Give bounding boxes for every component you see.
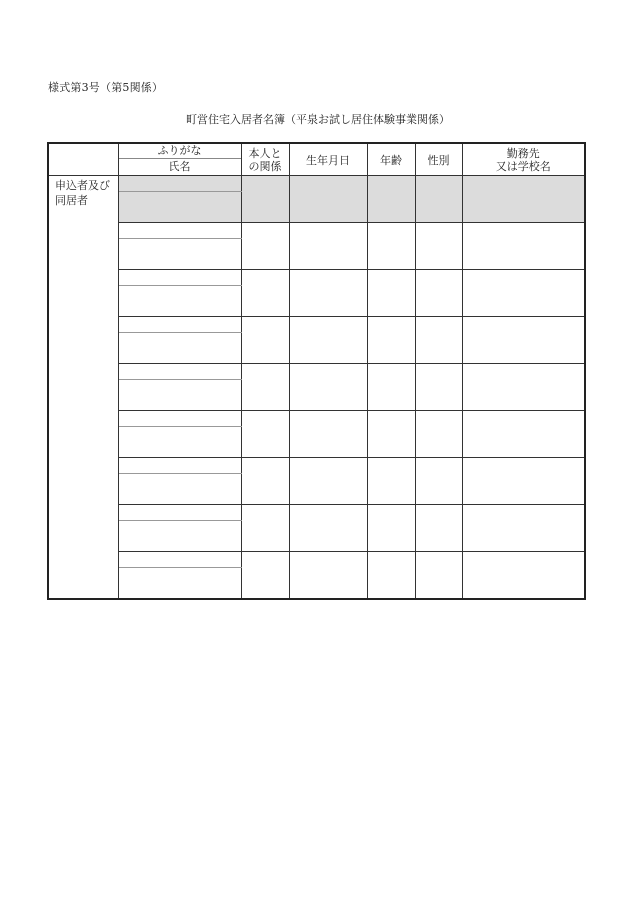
header-name-column (118, 143, 241, 176)
furigana-field[interactable] (118, 364, 241, 380)
name-field[interactable] (118, 427, 241, 458)
header-age: 年齢 (367, 143, 415, 176)
header-birthdate: 生年月日 (289, 143, 367, 176)
gender-field[interactable] (415, 223, 462, 270)
birthdate-field[interactable] (289, 223, 367, 270)
furigana-field[interactable] (118, 270, 241, 286)
header-relation-line1: 本人と (248, 146, 282, 160)
furigana-field[interactable] (118, 176, 241, 192)
birthdate-field[interactable] (289, 458, 367, 505)
name-field[interactable] (118, 568, 241, 600)
form-number: 様式第3号（第5関係） (48, 81, 164, 94)
name-field[interactable] (118, 192, 241, 223)
roster-body (48, 176, 585, 600)
header-blank (48, 143, 118, 176)
name-field[interactable] (118, 474, 241, 505)
header-relation-line2: の関係 (248, 159, 282, 173)
birthdate-field[interactable] (289, 552, 367, 600)
resident-roster-table (47, 142, 586, 600)
table-row (48, 411, 585, 427)
relation-field[interactable] (241, 270, 289, 317)
gender-field[interactable] (415, 411, 462, 458)
workplace-field[interactable] (462, 223, 585, 270)
age-field[interactable] (367, 505, 415, 552)
row-label-line1: 申込者及び (55, 179, 110, 192)
gender-field[interactable] (415, 317, 462, 364)
header-relation (241, 143, 289, 176)
relation-field[interactable] (241, 176, 289, 223)
header-workplace (462, 143, 585, 176)
furigana-field[interactable] (118, 458, 241, 474)
furigana-field[interactable] (118, 505, 241, 521)
table-row (48, 458, 585, 474)
birthdate-field[interactable] (289, 505, 367, 552)
table-row (48, 176, 585, 192)
name-field[interactable] (118, 380, 241, 411)
age-field[interactable] (367, 552, 415, 600)
name-field[interactable] (118, 521, 241, 552)
workplace-field[interactable] (462, 270, 585, 317)
relation-field[interactable] (241, 364, 289, 411)
birthdate-field[interactable] (289, 270, 367, 317)
relation-field[interactable] (241, 317, 289, 364)
workplace-field[interactable] (462, 411, 585, 458)
table-row (48, 223, 585, 239)
birthdate-field[interactable] (289, 176, 367, 223)
header-row (48, 143, 585, 176)
relation-field[interactable] (241, 411, 289, 458)
workplace-field[interactable] (462, 552, 585, 600)
table-row (48, 505, 585, 521)
workplace-field[interactable] (462, 458, 585, 505)
relation-field[interactable] (241, 458, 289, 505)
age-field[interactable] (367, 317, 415, 364)
age-field[interactable] (367, 176, 415, 223)
furigana-field[interactable] (118, 411, 241, 427)
birthdate-field[interactable] (289, 317, 367, 364)
birthdate-field[interactable] (289, 364, 367, 411)
workplace-field[interactable] (462, 505, 585, 552)
name-field[interactable] (118, 333, 241, 364)
gender-field[interactable] (415, 505, 462, 552)
table-row (48, 270, 585, 286)
age-field[interactable] (367, 223, 415, 270)
table-row (48, 552, 585, 568)
header-workplace-line1: 勤務先 (506, 146, 540, 160)
header-workplace-line2: 又は学校名 (495, 159, 551, 173)
table-row (48, 317, 585, 333)
workplace-field[interactable] (462, 364, 585, 411)
header-furigana: ふりがな (119, 144, 241, 159)
header-name: 氏名 (168, 160, 191, 173)
workplace-field[interactable] (462, 317, 585, 364)
furigana-field[interactable] (118, 552, 241, 568)
gender-field[interactable] (415, 364, 462, 411)
table-row (48, 364, 585, 380)
row-label-line2: 同居者 (55, 194, 88, 207)
gender-field[interactable] (415, 176, 462, 223)
header-gender: 性別 (415, 143, 462, 176)
relation-field[interactable] (241, 505, 289, 552)
name-field[interactable] (118, 286, 241, 317)
age-field[interactable] (367, 270, 415, 317)
furigana-field[interactable] (118, 317, 241, 333)
relation-field[interactable] (241, 223, 289, 270)
age-field[interactable] (367, 411, 415, 458)
relation-field[interactable] (241, 552, 289, 600)
name-field[interactable] (118, 239, 241, 270)
document-title: 町営住宅入居者名簿（平泉お試し居住体験事業関係） (186, 113, 450, 126)
gender-field[interactable] (415, 458, 462, 505)
gender-field[interactable] (415, 270, 462, 317)
furigana-field[interactable] (118, 223, 241, 239)
row-label (48, 176, 118, 600)
birthdate-field[interactable] (289, 411, 367, 458)
age-field[interactable] (367, 458, 415, 505)
gender-field[interactable] (415, 552, 462, 600)
workplace-field[interactable] (462, 176, 585, 223)
age-field[interactable] (367, 364, 415, 411)
